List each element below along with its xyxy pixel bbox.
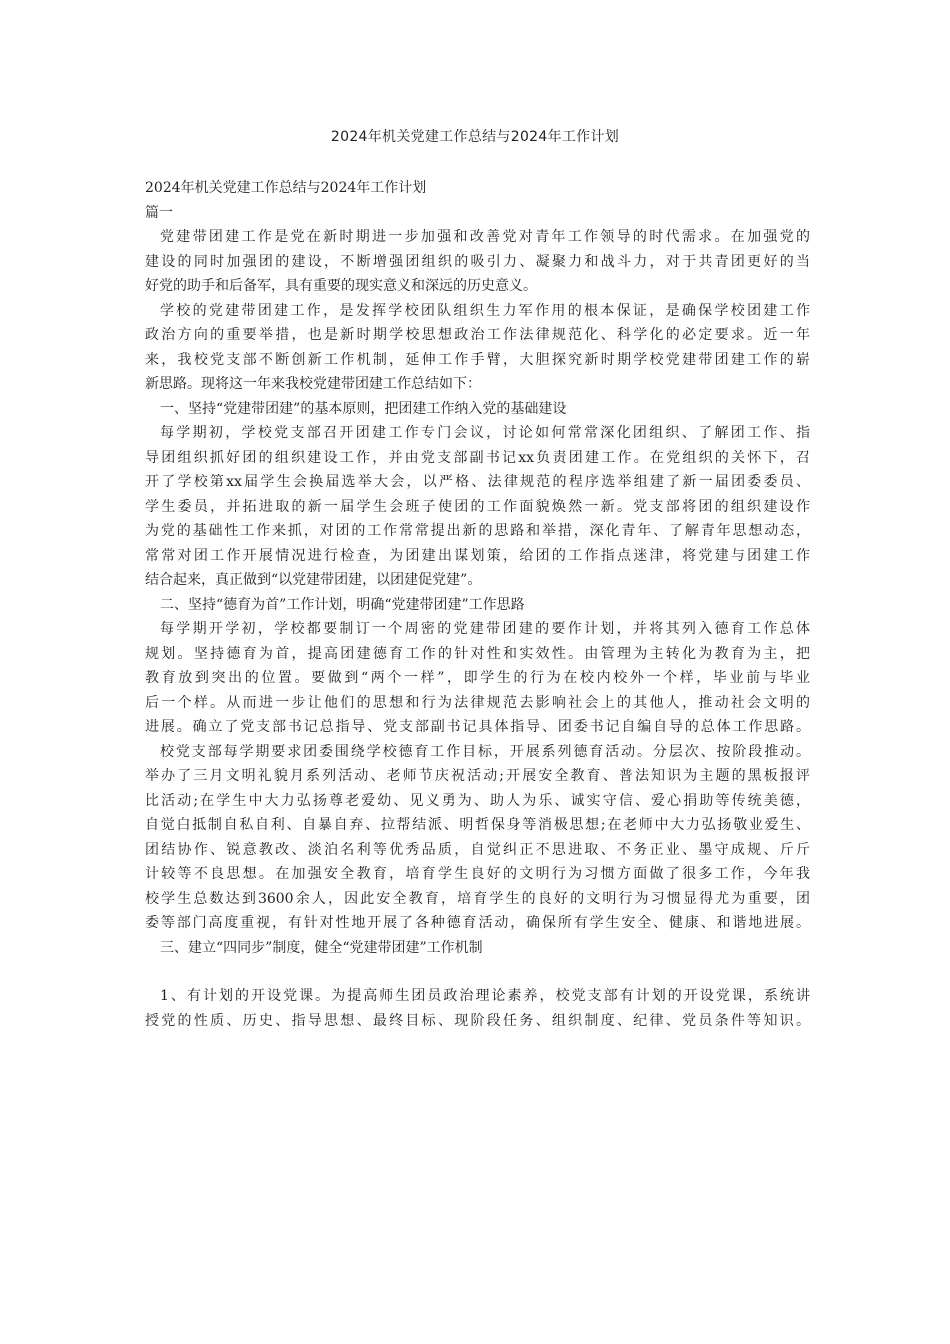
paragraph-line: 1、有计划的开设党课。为提高师生团员政治理论素养，校党支部有计划的开设党课，系统讲 <box>160 988 810 1004</box>
paragraph-line: 导团组织抓好团的组织建设工作，并由党支部副书记xx负责团建工作。在党组织的关怀下，召 <box>145 449 810 466</box>
paragraph-line: 后一个样。从而进一步让他们的思想和行为法律规范去影响社会上的其他人，推动社会文明的 <box>145 694 810 711</box>
section-label: 篇一 <box>145 204 173 221</box>
paragraph-line: 进展。确立了党支部书记总指导、党支部副书记具体指导、团委书记自编自导的总体工作思路。 <box>145 719 810 735</box>
paragraph-line: 为党的基础性工作来抓，对团的工作常常提出新的思路和举措，深化青年、了解青年思想动态， <box>145 523 810 539</box>
document-body <box>145 176 810 1033</box>
paragraph-line: 团结协作、锐意教改、淡泊名利等优秀品质，自觉纠正不思进取、不务正业、墨守成规、斤斤 <box>145 841 810 858</box>
paragraph-gap <box>145 960 810 984</box>
paragraph-line: 政治方向的重要举措，也是新时期学校思想政治工作法律规范化、科学化的必定要求。近一年 <box>145 327 810 343</box>
paragraph-line: 授党的性质、历史、指导思想、最终目标、现阶段任务、组织制度、纪律、党员条件等知识。 <box>145 1012 810 1029</box>
paragraph-line: 开了学校第xx届学生会换届选举大会，以严格、法律规范的程序选举组建了新一届团委委员、 <box>145 474 810 490</box>
document-title: 2024年机关党建工作总结与2024年工作计划 <box>330 129 620 145</box>
paragraph-line: 新思路。现将这一年来我校党建带团建工作总结如下： <box>145 376 481 392</box>
paragraph-line: 委等部门高度重视，有针对性地开展了各种德育活动，确保所有学生安全、健康、和谐地进展。 <box>145 915 810 931</box>
paragraph-line: 常常对团工作开展情况进行检查，为团建出谋划策，给团的工作指点迷津，将党建与团建工作 <box>145 547 810 564</box>
paragraph-line: 来，我校党支部不断创新工作机制，延伸工作手臂，大胆探究新时期学校党建带团建工作的崭 <box>145 351 810 368</box>
paragraph-line: 建设的同时加强团的建设，不断增强团组织的吸引力、凝聚力和战斗力，对于共青团更好的当 <box>145 253 810 270</box>
paragraph-line: 每学期初，学校党支部召开团建工作专门会议，讨论如何常常深化团组织、了解团工作、指 <box>160 425 810 441</box>
paragraph-line: 规划。坚持德育为首，提高团建德育工作的针对性和实效性。由管理为主转化为教育为主，把 <box>145 645 810 662</box>
paragraph-line: 结合起来，真正做到“以党建带团建，以团建促党建”。 <box>145 572 482 588</box>
section-heading: 二、坚持“德育为首”工作计划，明确“党建带团建”工作思路 <box>160 596 525 613</box>
document-subtitle: 2024年机关党建工作总结与2024年工作计划 <box>145 180 427 196</box>
paragraph-line: 好党的助手和后备军，具有重要的现实意义和深远的历史意义。 <box>145 278 537 294</box>
paragraph-line: 校学生总数达到3600余人，因此安全教育，培育学生的良好的文明行为习惯显得尤为重要，团 <box>145 890 810 907</box>
paragraph-line: 每学期开学初，学校都要制订一个周密的党建带团建的要作计划，并将其列入德育工作总体 <box>160 621 810 637</box>
section-heading: 一、坚持“党建带团建”的基本原则，把团建工作纳入党的基础建设 <box>160 400 567 417</box>
paragraph-line: 校党支部每学期要求团委围绕学校德育工作目标，开展系列德育活动。分层次、按阶段推动。 <box>160 743 810 760</box>
paragraph-line: 教育放到突出的位置。要做到“两个一样”，即学生的行为在校内校外一个样，毕业前与毕业 <box>145 670 810 686</box>
section-heading: 三、建立“四同步”制度，健全“党建带团建”工作机制 <box>160 939 483 956</box>
paragraph-line: 学校的党建带团建工作，是发挥学校团队组织生力军作用的根本保证，是确保学校团建工作 <box>160 302 810 319</box>
paragraph-line: 自觉白抵制自私自利、自暴自弃、拉帮结派、明哲保身等消极思想;在老师中大力弘扬敬业爱生、 <box>145 817 810 833</box>
paragraph-line: 党建带团建工作是党在新时期进一步加强和改善党对青年工作领导的时代需求。在加强党的 <box>160 229 810 245</box>
paragraph-line: 举办了三月文明礼貌月系列活动、老师节庆祝活动;开展安全教育、普法知识为主题的黑板报评 <box>145 768 810 784</box>
paragraph-line: 比活动;在学生中大力弘扬尊老爱幼、见义勇为、助人为乐、诚实守信、爱心捐助等传统美德， <box>145 792 810 809</box>
paragraph-line: 学生委员，并拓进取的新一届学生会班子使团的工作面貌焕然一新。党支部将团的组织建设作 <box>145 498 810 515</box>
paragraph-line: 计较等不良思想。在加强安全教育，培育学生良好的文明行为习惯方面做了很多工作，今年我 <box>145 866 810 882</box>
